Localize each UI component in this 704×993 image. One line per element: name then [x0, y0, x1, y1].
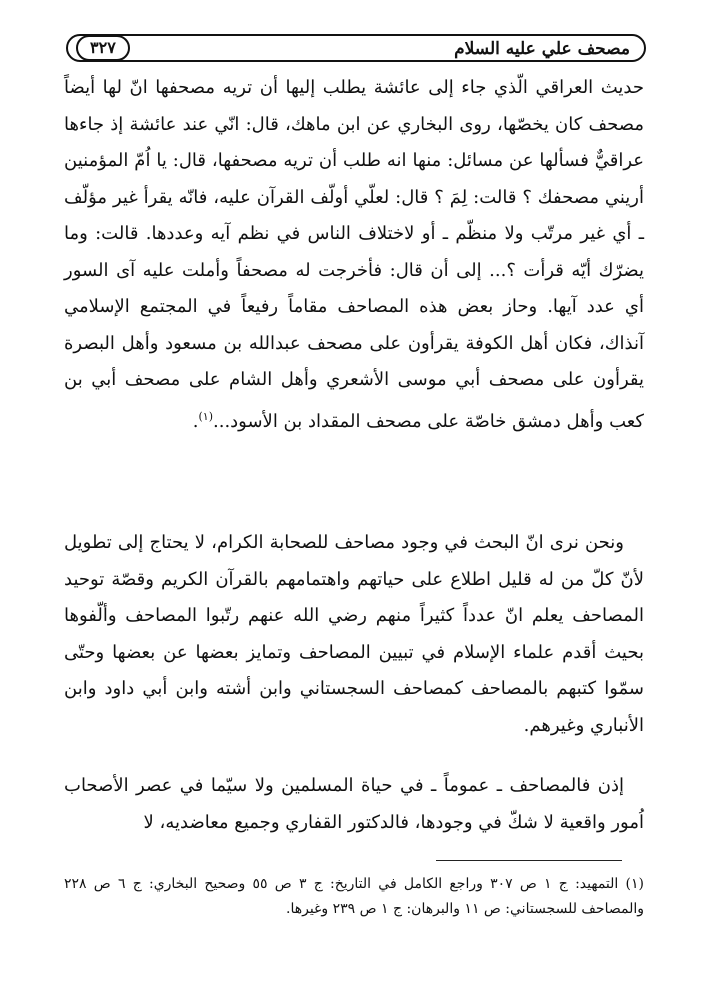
- header-title: مصحف علي عليه السلام: [454, 39, 630, 59]
- footnotes: [64, 872, 644, 922]
- page-number: ٣٢٧: [76, 35, 130, 61]
- paragraph-1: حديث العراقي الّذي جاء إلى عائشة يطلب إليها أن تريه مصحفها انّ لها أيضاً مصحف كان يخصّها، روى البخاري عن ابن ماهك، قال: انّي عند عائشة إذ جاءها عراقيٌّ فسألها عن مسائل: منها انه طلب أن تريه مصحفها، قال: يا اُمّ المؤمنين أريني مصحفك ؟ قالت: لِمَ ؟ قال: لعلّي أولّف القرآن عليه، فانّه يقرأ غير مؤلّف ـ أي غير مرتّب ولا منظّم ـ أو لاختلاف الناس في نظم آيه وعددها. قالت: وما يضرّك أيّه قرأت ؟... إلى أن قال: فأخرجت له مصحفاً وأملت عليه آى السور أي عدد آيها. وحاز بعض هذه المصاحف مقاماً رفيعاً في المجتمع الإسلامي آنذاك، فكان أهل الكوفة يقرأون على مصحف عبدالله بن مسعود وأهل البصرة يقرأون على مصحف أبي موسى الأشعري وأهل الشام على مصحف أبي بن كعب وأهل دمشق خاصّة على مصحف المقداد بن الأسود...$^{(١)}$.: [64, 77, 644, 432]
- paragraph-3: [64, 768, 644, 841]
- paragraph-3-text: إذن فالمصاحف ـ عموماً ـ في حياة المسلمين ولا سيّما في عصر الأصحاب اُمور واقعية لا شكّ في وجودها، فالدكتور القفاري وجميع معاضديه، لا: [64, 775, 644, 833]
- paragraph-2-text: ونحن نرى انّ البحث في وجود مصاحف للصحابة الكرام، لا يحتاج إلى تطويل لأنّ كلّ من له قليل اطلاع على حياتهم واهتمامهم بالقرآن الكريم وقصّة توحيد المصاحف يعلم انّ عدداً كثيراً منهم رضي الله عنهم رتّبوا المصاحف وألّفوها بحيث أقدم علماء الإسلام في تبيين المصاحف وتمايز بعضها عن بعضها وحتّى سمّوا كتبهم بالمصاحف كمصاحف السجستاني وابن أشته وابن أبي داود وابن الأنباري وغيرهم.: [64, 532, 644, 736]
- footnote-reference[interactable]: (١): [198, 409, 213, 423]
- footnote-separator: [436, 860, 622, 861]
- paragraph-2: [64, 525, 644, 744]
- footnote-1: (١) التمهيد: ج ١ ص ٣٠٧ وراجع الكامل في التاريخ: ج ٣ ص ٥٥ وصحيح البخاري: ج ٦ ص ٢٢٨ والمصاحف للسجستاني: ص ١١ والبرهان: ج ١ ص ٢٣٩ وغيرها.: [64, 876, 644, 917]
- paragraph-1-text: حديث العراقي الّذي جاء إلى عائشة يطلب إليها أن تريه مصحفها انّ لها أيضاً مصحف كان يخصّها، روى البخاري عن ابن ماهك، قال: انّي عند عائشة إذ جاءها عراقيٌّ فسألها عن مسائل: منها انه طلب أن تريه مصحفها، قال: يا اُمّ المؤمنين أريني مصحفك ؟ قالت: لِمَ ؟ قال: لعلّي أولّف القرآن عليه، فانّه يقرأ غير مؤلّف ـ أي غير مرتّب ولا منظّم ـ أو لاختلاف الناس في نظم آيه وعددها. قالت: وما يضرّك أيّه قرأت ؟... إلى أن قال: فأخرجت له مصحفاً وأملت عليه آى السور أي عدد آيها. وحاز بعض هذه المصاحف مقاماً رفيعاً في المجتمع الإسلامي آنذاك، فكان أهل الكوفة يقرأون على مصحف عبدالله بن مسعود وأهل البصرة يقرأون على مصحف أبي موسى الأشعري وأهل الشام على مصحف أبي بن كعب وأهل دمشق خاصّة على مصحف المقداد بن الأسود...: [64, 77, 644, 432]
- running-header: [66, 34, 646, 62]
